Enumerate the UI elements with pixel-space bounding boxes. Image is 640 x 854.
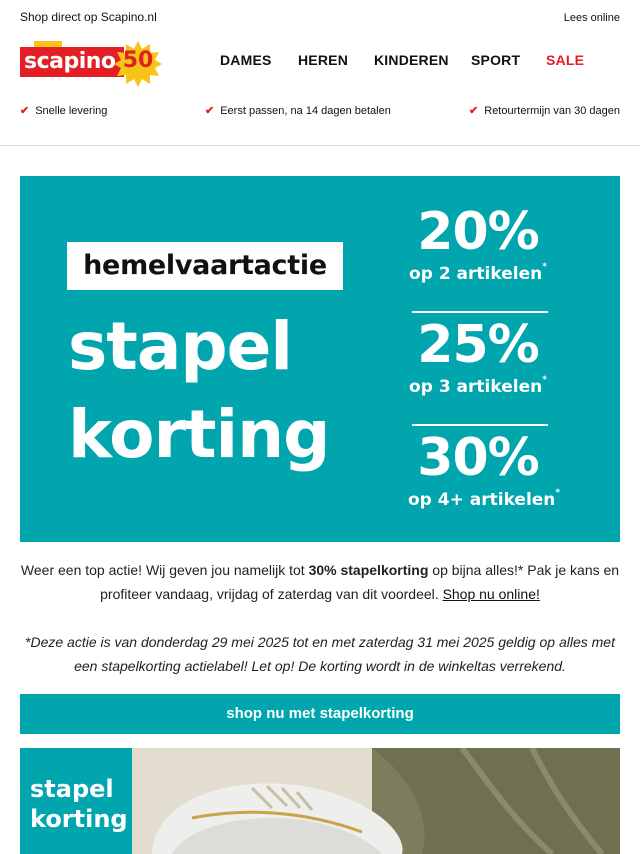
promo-label: stapel korting	[20, 748, 132, 854]
usp-delivery: ✔ Snelle levering	[20, 105, 108, 117]
tier-percent: 20%	[417, 202, 539, 262]
tier-percent: 25%	[417, 315, 539, 375]
shop-online-link[interactable]: Shop nu online!	[442, 586, 540, 602]
nav-heren[interactable]: HEREN	[298, 52, 349, 68]
anniversary-number: 50	[122, 48, 154, 73]
usp-pay-later: ✔ Eerst passen, na 14 dagen betalen	[205, 105, 391, 117]
tier-30	[408, 426, 561, 539]
nav-sale[interactable]: SALE	[546, 52, 585, 68]
intro-text: Weer een top actie! Wij geven jou namelijk tot 30% stapelkorting op bijna alles!* Pak je kans en profiteer vandaag, vrijdag of zaterdag van dit voordeel. Shop nu online!	[20, 562, 620, 602]
view-online-link[interactable]: Lees online	[563, 12, 620, 24]
check-icon: ✔	[469, 105, 479, 117]
tier-25	[408, 313, 548, 426]
usp-bar	[20, 104, 620, 120]
discount-tiers	[408, 200, 561, 539]
banner-headline-line2: korting	[68, 396, 330, 473]
tier-condition: op 3 artikelen*	[409, 375, 547, 397]
shop-direct-link[interactable]: Shop direct op Scapino.nl	[20, 10, 157, 24]
nav-sport[interactable]: SPORT	[471, 52, 521, 68]
promo-image[interactable]	[20, 748, 620, 854]
usp-returns: ✔ Retourtermijn van 30 dagen	[469, 105, 620, 117]
tier-condition: op 2 artikelen*	[409, 262, 547, 284]
hero-banner[interactable]	[20, 176, 620, 542]
tier-condition: op 4+ artikelen*	[408, 488, 561, 510]
nav-kinderen[interactable]: KINDEREN	[374, 52, 449, 68]
scapino-logo[interactable]	[20, 40, 160, 90]
tier-percent: 30%	[417, 428, 539, 488]
top-bar	[20, 10, 620, 26]
shop-stapelkorting-button[interactable]: shop nu met stapelkorting	[20, 694, 620, 734]
disclaimer-text: *Deze actie is van donderdag 29 mei 2025 tot en met zaterdag 31 mei 2025 geldig op alles met een stapelkorting actielabel! Let op! De korting wordt in de winkeltas verrekend.	[25, 634, 615, 674]
sneaker-photo	[132, 748, 620, 854]
nav-dames[interactable]: DAMES	[220, 52, 272, 68]
logo-wordmark: scapino	[20, 47, 124, 77]
tier-20	[408, 200, 548, 313]
check-icon: ✔	[20, 105, 30, 117]
check-icon: ✔	[205, 105, 215, 117]
banner-headline-line1: stapel	[68, 308, 293, 385]
header-divider	[0, 145, 640, 146]
banner-tag: hemelvaartactie	[67, 242, 343, 290]
